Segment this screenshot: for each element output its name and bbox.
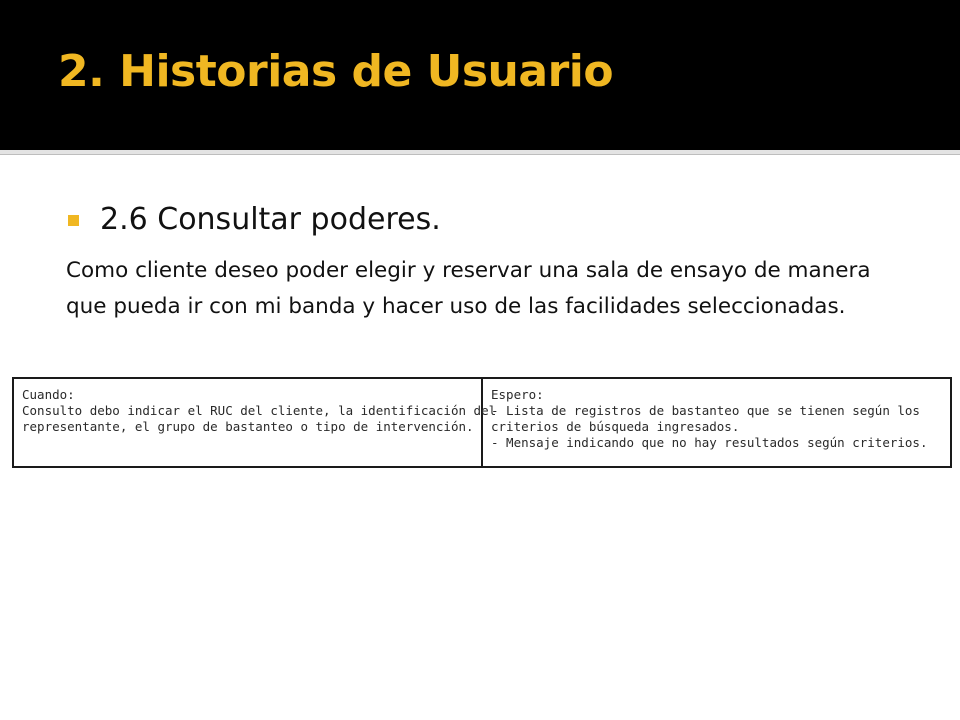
bullet-heading: 2.6 Consultar poderes.: [100, 202, 441, 237]
espero-header: Espero:: [491, 387, 544, 402]
cuando-line: representante, el grupo de bastanteo o tipo de intervención.: [22, 419, 474, 434]
espero-line: - Mensaje indicando que no hay resultados según criterios.: [491, 435, 928, 450]
bullet-square-icon: [68, 215, 79, 226]
cuando-cell: [14, 379, 497, 466]
title-band: [0, 0, 960, 150]
espero-line: - Lista de registros de bastanteo que se tienen según los: [491, 403, 920, 418]
bullet-item: [68, 202, 441, 237]
espero-line: criterios de búsqueda ingresados.: [491, 419, 740, 434]
acceptance-criteria-table: [12, 377, 952, 468]
slide-title: 2. Historias de Usuario: [58, 46, 614, 97]
user-story-paragraph: Como cliente deseo poder elegir y reservar una sala de ensayo de manera que pueda ir con mi banda y hacer uso de las facilidades seleccionadas.: [66, 258, 871, 319]
title-divider: [0, 150, 960, 155]
cuando-header: Cuando:: [22, 387, 75, 402]
espero-cell: [483, 379, 950, 466]
cuando-line: Consulto debo indicar el RUC del cliente, la identificación del: [22, 403, 497, 418]
